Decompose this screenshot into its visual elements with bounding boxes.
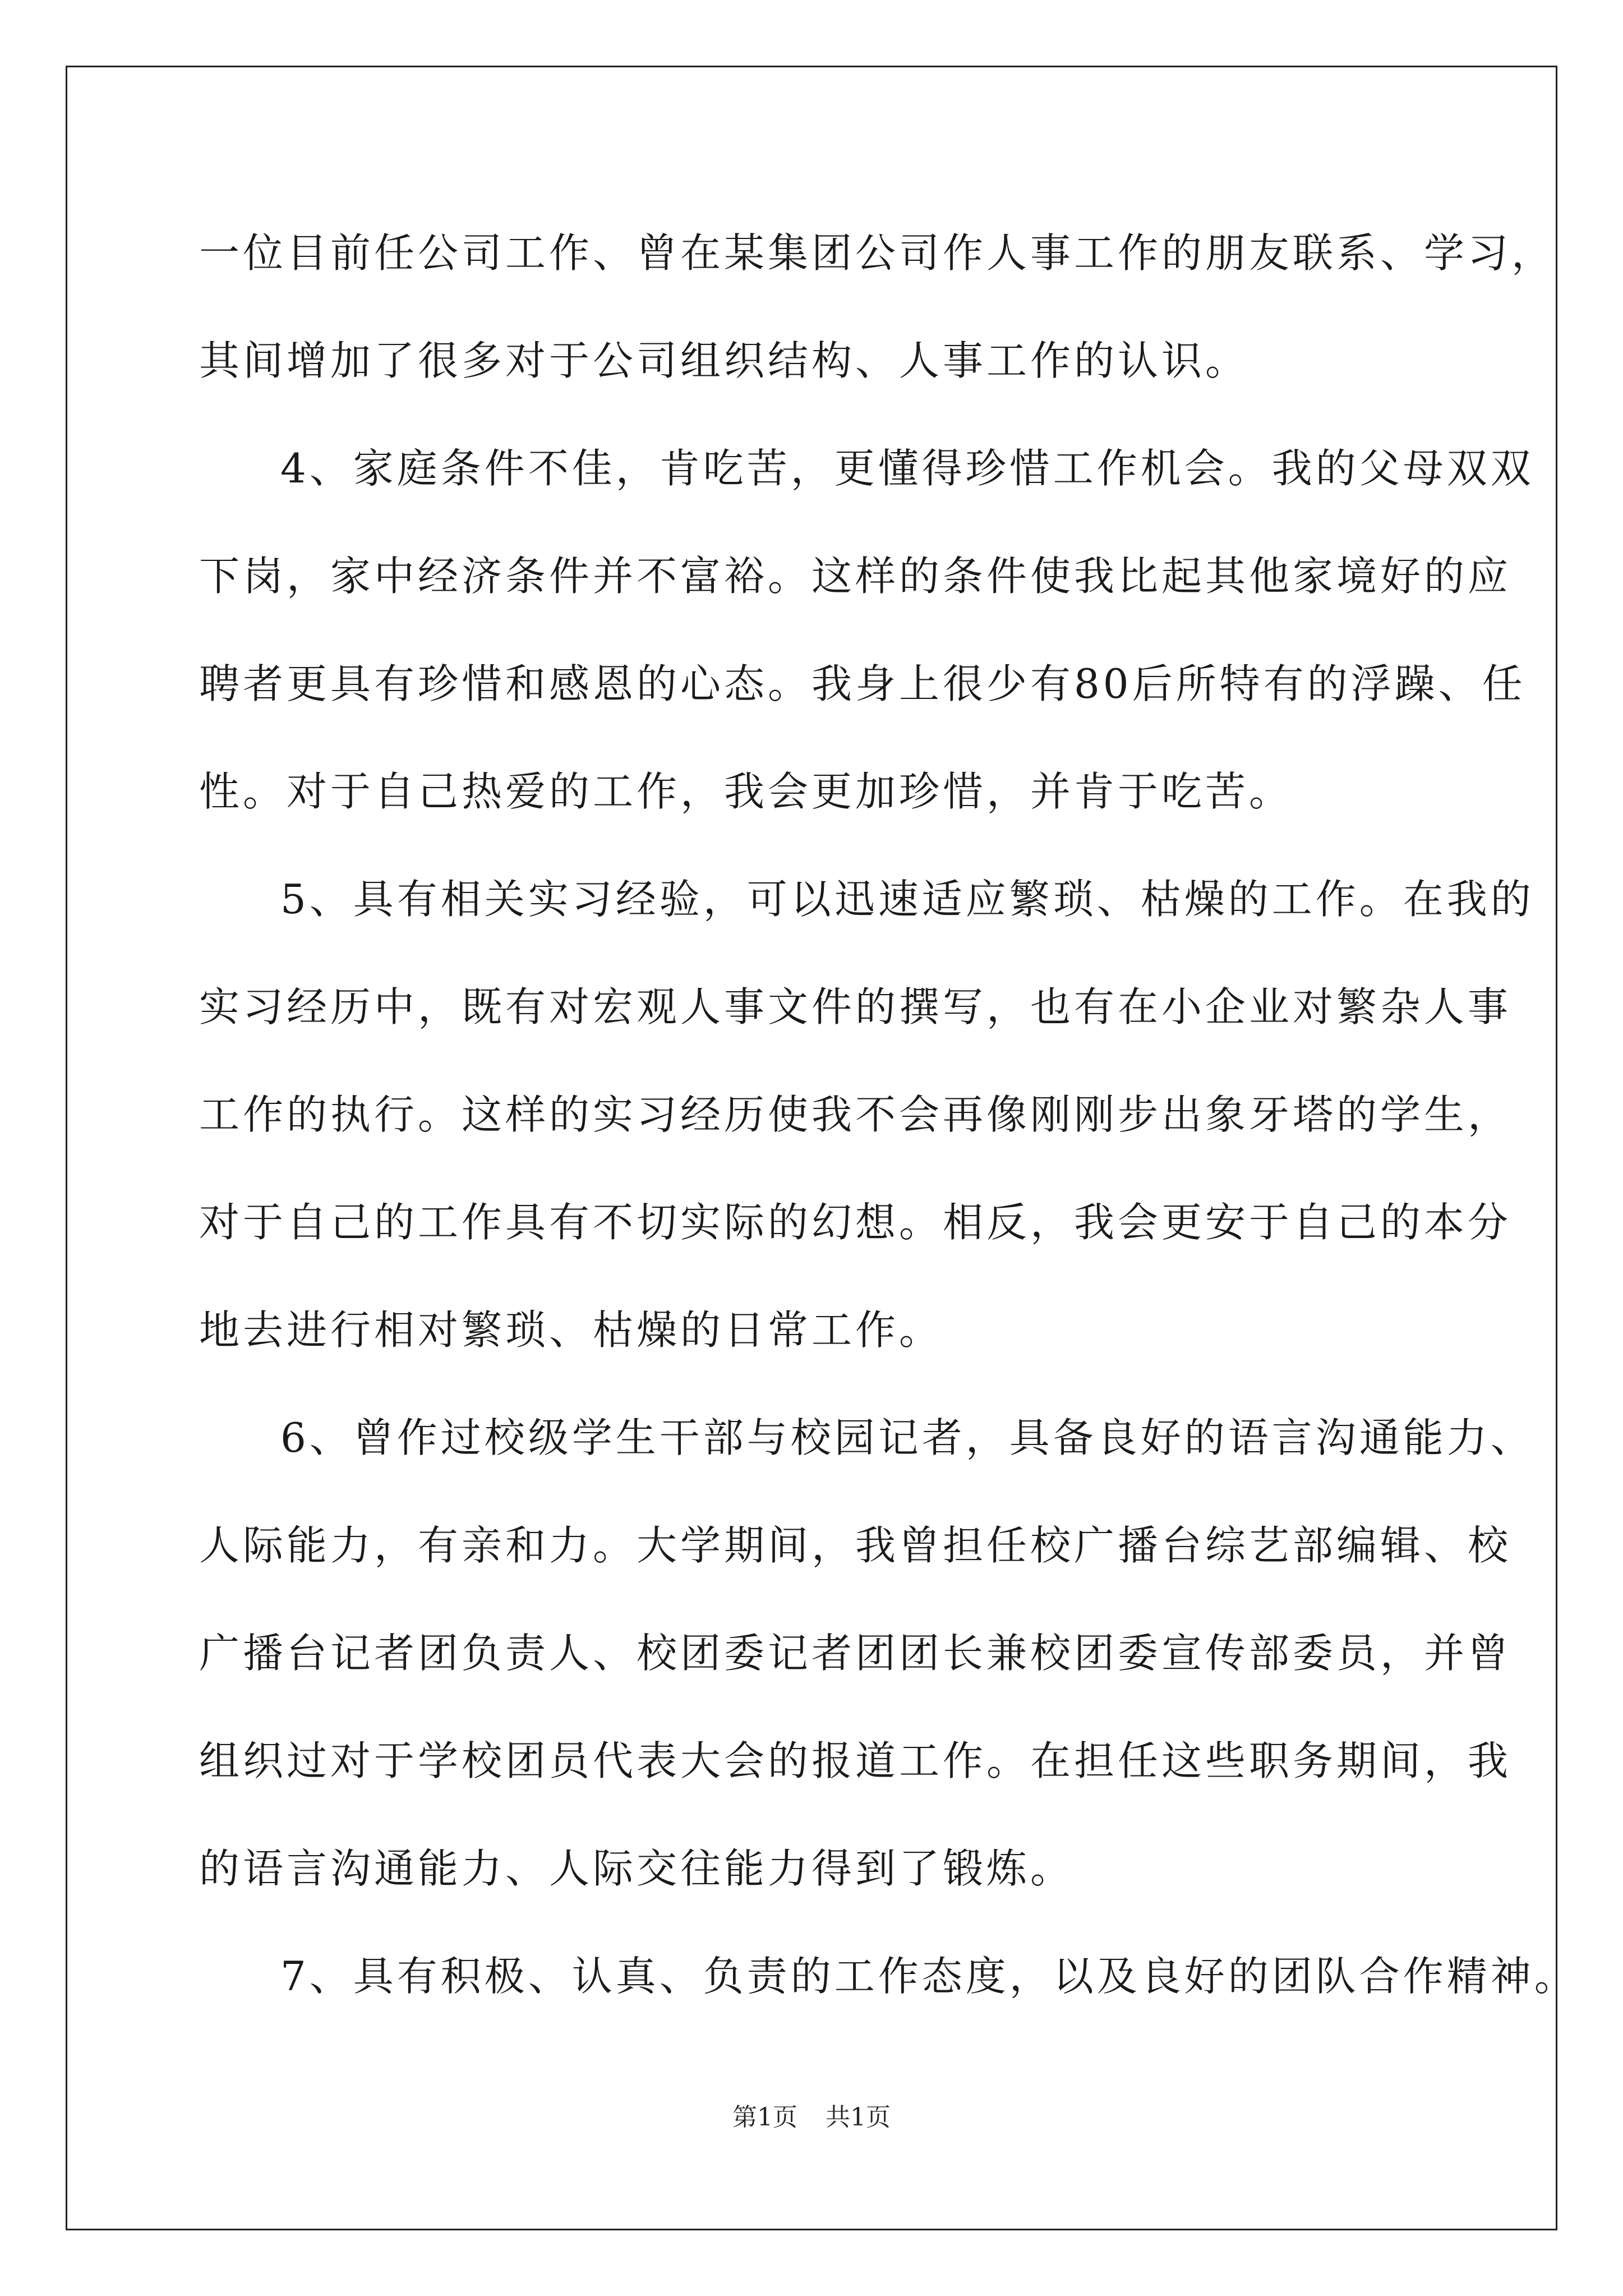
paragraph-first-line: 4、家庭条件不佳，肯吃苦，更懂得珍惜工作机会。我的父母双双 [280, 445, 1534, 492]
text-line: 其间增加了很多对于公司组织结构、人事工作的认识。 [199, 337, 1249, 384]
paragraph-first-line: 7、具有积极、认真、负责的工作态度，以及良好的团队合作精神。 [280, 1953, 1578, 2000]
text-line: 人际能力，有亲和力。大学期间，我曾担任校广播台综艺部编辑、校 [199, 1522, 1512, 1569]
text-line: 一位目前任公司工作、曾在某集团公司作人事工作的朋友联系、学习， [199, 229, 1556, 277]
page-footer [0, 2101, 1623, 2134]
text-line: 工作的执行。这样的实习经历使我不会再像刚刚步出象牙塔的学生， [199, 1091, 1512, 1138]
text-line: 地去进行相对繁琐、枯燥的日常工作。 [199, 1306, 943, 1354]
text-line: 性。对于自己热爱的工作，我会更加珍惜，并肯于吃苦。 [199, 768, 1293, 815]
text-line: 聘者更具有珍惜和感恩的心态。我身上很少有80后所特有的浮躁、任 [199, 660, 1526, 707]
text-line: 的语言沟通能力、人际交往能力得到了锻炼。 [199, 1845, 1075, 1892]
text-line: 广播台记者团负责人、校团委记者团团长兼校团委宣传部委员，并曾 [199, 1630, 1512, 1677]
paragraph-first-line: 6、曾作过校级学生干部与校园记者，具备良好的语言沟通能力、 [280, 1414, 1534, 1461]
text-line: 实习经历中，既有对宏观人事文件的撰写，也有在小企业对繁杂人事 [199, 983, 1512, 1030]
text-line: 下岗，家中经济条件并不富裕。这样的条件使我比起其他家境好的应 [199, 553, 1512, 600]
document-body [199, 199, 1578, 2030]
text-line: 组织过对于学校团员代表大会的报道工作。在担任这些职务期间，我 [199, 1737, 1512, 1784]
text-line: 对于自己的工作具有不切实际的幻想。相反，我会更安于自己的本分 [199, 1199, 1512, 1246]
page-total: 共1页 [826, 2103, 891, 2132]
paragraph-first-line: 5、具有相关实习经验，可以迅速适应繁琐、枯燥的工作。在我的 [280, 876, 1534, 923]
page-number: 第1页 [732, 2103, 797, 2132]
